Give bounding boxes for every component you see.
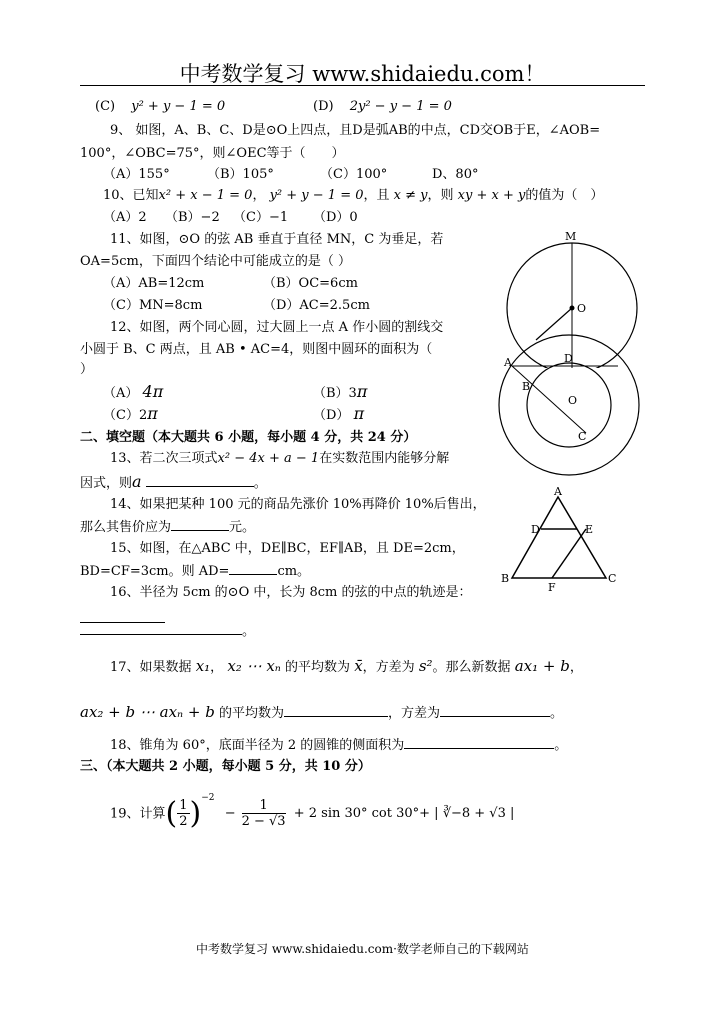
q12-option-d — [313, 405, 364, 425]
q12-label-d: D — [564, 352, 573, 365]
q19-fraction-1 — [177, 798, 189, 829]
q18-answer-blank[interactable] — [404, 736, 554, 749]
q19-fraction-1-num: 1 — [179, 798, 188, 814]
q15-line2 — [80, 562, 310, 581]
q17-variance-label: ，方差为 — [388, 706, 441, 721]
q9-option-c: （C）100° — [320, 167, 388, 182]
q11-option-b: （B）OC=6cm — [263, 276, 358, 291]
q13-suffix: 在实数范围内能够分解 — [319, 451, 450, 466]
q19-exponent: −2 — [201, 793, 215, 803]
q12-label-a: A — [504, 356, 512, 369]
q14-line1: 14、如果把某种 100 元的商品先涨价 10%再降价 10%后售出， — [110, 497, 486, 512]
q12-line1: 12、如图，两个同心圆，过大圆上一点 A 作小圆的割线交 — [110, 320, 444, 335]
q10-option-d: （D）0 — [313, 210, 358, 225]
q11-line2: OA=5cm，下面四个结论中可能成立的是（ ） — [80, 254, 351, 269]
q9-line1: 9、 如图，A、B、C、D是⊙O上四点，且D是弧AB的中点，CD交OB于E，∠AOB= — [110, 123, 601, 138]
q15-label-f: F — [548, 581, 556, 594]
q14-line2 — [80, 518, 255, 537]
q19-fraction-2-den: 2 − √3 — [241, 814, 286, 830]
q13-prefix: 13、若二次三项式 — [110, 451, 218, 466]
q18-line — [110, 736, 567, 755]
page-footer: 中考数学复习 www.shidaiedu.com·数学老师自己的下载网站 — [196, 942, 529, 956]
q17-mean-label: 的平均数为 — [219, 706, 285, 721]
page-header: 中考数学复习 www.shidaiedu.com！ — [179, 62, 546, 86]
q11-option-d: （D）AC=2.5cm — [263, 298, 370, 313]
q10-cond: x ≠ y — [393, 188, 428, 203]
q15-triangle-abc — [512, 497, 606, 578]
q12-option-a — [103, 383, 163, 403]
q19-minus: − — [224, 806, 236, 822]
q18-end: 。 — [554, 738, 568, 753]
q15-segment-ef — [552, 529, 586, 578]
q12-option-a-label: （A） — [103, 386, 139, 401]
q16-answer-blank-2[interactable] — [80, 622, 242, 635]
q12-option-b — [313, 383, 367, 403]
q19-fraction-2-num: 1 — [242, 798, 286, 814]
q12-line3: ） — [80, 362, 94, 377]
q16-end: 。 — [242, 624, 256, 639]
q12-option-c-label: （C）2 — [103, 408, 148, 423]
q13-line2: 因式，则a 。 — [80, 472, 267, 491]
q10-expr: xy + x + y — [457, 188, 526, 203]
q17-end: 。 — [550, 706, 564, 721]
q17-mean-blank[interactable] — [284, 704, 388, 717]
q17-new-data-2: ax₂ + b ⋯ axₙ + b — [80, 703, 215, 721]
figure-q12-concentric-circles — [494, 330, 644, 480]
q11-option-a: （A）AB=12cm — [103, 276, 205, 291]
q17-mean-text: 的平均数为 — [285, 660, 351, 675]
q12-option-a-value: 4π — [142, 382, 164, 401]
q8-option-d-expr: 2y² − y − 1 = 0 — [349, 99, 452, 114]
q9-option-b: （B）105° — [207, 167, 274, 182]
q17-s2: s² — [418, 657, 433, 675]
q13-answer-blank[interactable] — [146, 474, 254, 487]
q17-variance-blank[interactable] — [440, 704, 550, 717]
q10-option-b: （B）−2 — [165, 210, 220, 225]
q15-label-a: A — [554, 485, 562, 498]
q17-x2-xn: x₂ ⋯ xₙ — [227, 657, 281, 675]
q11-label-o: O — [577, 302, 587, 315]
q10-then: ，则 — [427, 188, 454, 203]
q11-line1: 11、如图，⊙O 的弦 AB 垂直于直径 MN，C 为垂足，若 — [110, 232, 444, 247]
q19-right-paren: ) — [189, 795, 202, 831]
q8-option-c-label: (C) — [95, 99, 116, 114]
q12-option-b-label: （B）3 — [313, 386, 357, 401]
q10-eq1: x² + x − 1 = 0 — [158, 188, 253, 203]
q13-polynomial: x² − 4x + a − 1 — [217, 451, 320, 466]
q10-suffix: 的值为（ ） — [525, 188, 604, 203]
section-2-title: 二、填空题（本大题共 6 小题，每小题 4 分，共 24 分） — [80, 430, 417, 445]
q10-mid: ，且 — [363, 188, 390, 203]
q19-rest: + 2 sin 30° cot 30°+ | ∛−8 + √3 | — [293, 806, 515, 822]
q12-option-c-value: π — [147, 404, 158, 423]
q12-label-c: C — [578, 430, 587, 443]
q14-answer-blank[interactable] — [171, 518, 229, 531]
q17-comma-2: ， — [569, 660, 583, 675]
q19-fraction-2 — [242, 798, 286, 829]
q8-options — [95, 98, 225, 116]
q17-comma: ， — [210, 660, 224, 675]
q19-expression — [110, 790, 514, 830]
q17-prefix: 17、如果数据 — [110, 660, 192, 675]
q17-line2 — [80, 703, 563, 723]
q11-option-c: （C）MN=8cm — [103, 298, 203, 313]
header-divider — [80, 85, 645, 86]
q16-line2 — [80, 622, 255, 641]
section-3-title: 三、（本大题共 2 小题，每小题 5 分，共 10 分） — [80, 759, 371, 774]
q11-center-point — [570, 306, 575, 311]
q14-unit: 元。 — [229, 520, 256, 535]
q8-option-d — [313, 98, 452, 116]
q19-left-paren: ( — [165, 795, 178, 831]
q12-line2: 小圆于 B、C 两点，且 AB • AC=4，则图中圆环的面积为（ — [80, 342, 433, 357]
q15-answer-blank[interactable] — [229, 562, 277, 575]
q19-prefix: 19、计算 — [110, 806, 166, 822]
q12-option-d-label: （D） — [313, 408, 350, 423]
q12-label-b: B — [522, 380, 531, 393]
q19-fraction-1-den: 2 — [179, 814, 188, 830]
q17-new-data-text: 。那么新数据 — [432, 660, 511, 675]
q15-label-b: B — [501, 572, 510, 585]
q13-variable: a — [132, 472, 142, 491]
q16-line1: 16、半径为 5cm 的⊙O 中，长为 8cm 的弦的中点的轨迹是： — [110, 585, 472, 600]
q9-option-a: （A）155° — [103, 167, 170, 182]
q17-xbar: x̄ — [354, 657, 363, 675]
q10-stem: 10、已知x² + x − 1 = 0， y² + y − 1 = 0，且 x ≠ y，则 xy + x + y的值为（ ） — [103, 188, 604, 203]
q17-line1 — [110, 657, 583, 677]
q15-unit: cm。 — [277, 564, 311, 579]
q13-line1 — [110, 450, 449, 468]
q13-line2-text: 因式，则 — [80, 476, 133, 491]
q17-x1: x₁ — [195, 657, 211, 675]
q17-new-data-1: ax₁ + b — [514, 657, 570, 675]
q10-option-a: （A）2 — [103, 210, 147, 225]
q12-label-o: O — [568, 394, 578, 407]
q9-line2: 100°，∠OBC=75°，则∠OEC等于（ ） — [80, 146, 345, 161]
q10-prefix: 10、已知 — [103, 188, 159, 203]
q14-line2-text: 那么其售价应为 — [80, 520, 172, 535]
q8-option-d-label: (D) — [313, 99, 334, 114]
q9-option-d: D、80° — [432, 167, 479, 182]
q15-label-e: E — [585, 523, 594, 536]
q18-text: 18、锥角为 60°，底面半径为 2 的圆锥的侧面积为 — [110, 738, 405, 753]
q12-option-c — [103, 405, 158, 425]
q11-label-m: M — [565, 230, 577, 243]
q8-option-c-expr: y² + y − 1 = 0 — [131, 99, 226, 114]
q17-variance-text: ，方差为 — [362, 660, 415, 675]
q15-label-c: C — [608, 572, 617, 585]
q10-eq2: y² + y − 1 = 0 — [269, 188, 364, 203]
q15-line1: 15、如图，在△ABC 中，DE∥BC，EF∥AB，且 DE=2cm， — [110, 541, 465, 556]
q10-option-c: （C）−1 — [233, 210, 289, 225]
figure-q15-triangle — [498, 483, 623, 595]
q12-option-d-value: π — [353, 404, 365, 423]
q15-label-d: D — [531, 523, 540, 536]
q12-option-b-value: π — [356, 382, 368, 401]
q15-line2-text: BD=CF=3cm。则 AD= — [80, 564, 230, 579]
